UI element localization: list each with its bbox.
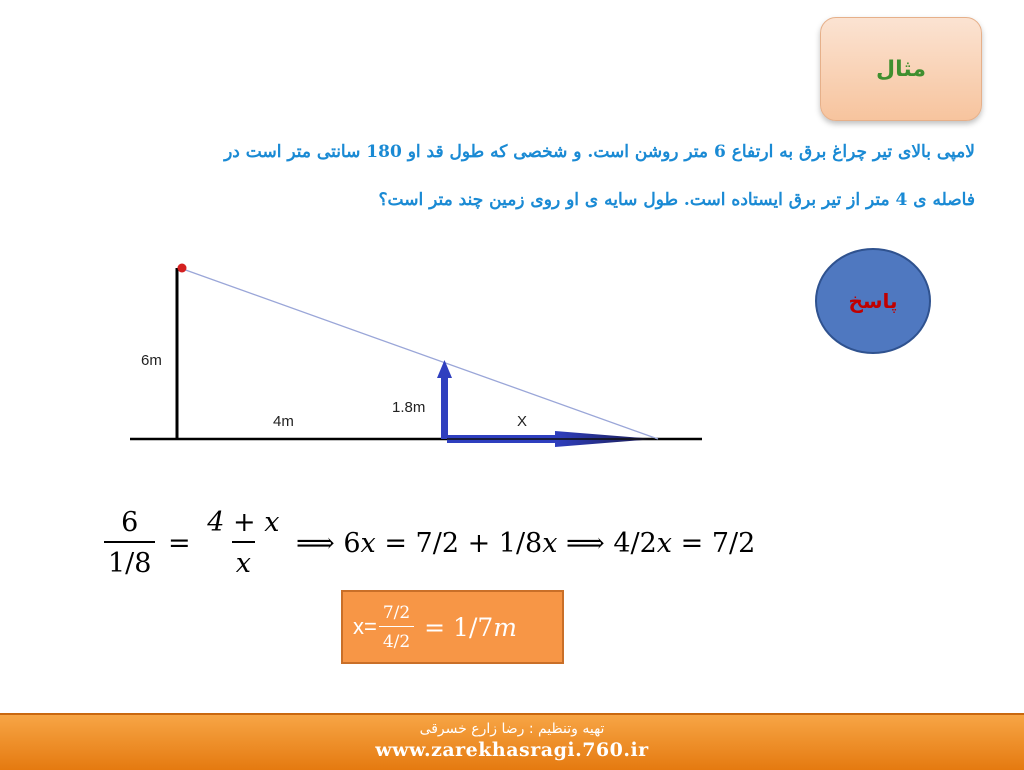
person-arrow — [437, 360, 452, 439]
result-unit: m — [493, 612, 518, 642]
result-fraction — [379, 603, 414, 652]
fraction-2 — [203, 507, 283, 579]
equation-part-c: ⟹ 4/2 — [557, 527, 657, 559]
shadow-arrow — [447, 431, 655, 447]
equation-part-b: = 7/2 + 1/8 — [375, 527, 543, 559]
problem-line-2: فاصله ی 4 متر از تیر برق ایستاده است. طول سایه ی او روی زمین چند متر است؟ — [378, 190, 975, 210]
result-prefix: x= — [353, 614, 377, 639]
lamp-dot — [178, 264, 187, 273]
footer-credit: تهیه وتنظیم : رضا زارع خسرقی — [419, 721, 605, 737]
footer-website-link[interactable]: www.zarekhasragi.760.ir — [375, 739, 649, 761]
variable-x-2: x — [542, 527, 558, 559]
main-equation — [100, 500, 755, 586]
answer-label: پاسخ — [848, 289, 898, 313]
pole-height-label: 6m — [141, 352, 162, 369]
distance-label: 4m — [273, 413, 294, 430]
fraction-1-denominator: 1/8 — [104, 541, 155, 579]
fraction-1-numerator: 6 — [121, 507, 139, 538]
footer-bar — [0, 713, 1024, 770]
fraction-1 — [104, 507, 155, 579]
result-value: = 1/7 — [416, 612, 494, 642]
problem-line-1: لامپی بالای تیر چراغ برق به ارتفاع 6 متر روشن است. و شخصی که طول قد او 180 سانتی متر است در — [224, 142, 975, 162]
result-denominator: 4/2 — [379, 626, 414, 652]
person-height-label: 1.8m — [392, 399, 426, 416]
equals-sign: = — [159, 527, 200, 559]
equation-part-a: ⟹ 6 — [287, 527, 361, 559]
shadow-length-label: X — [517, 413, 528, 430]
fraction-2-numerator: 4 + x — [207, 507, 280, 538]
example-title: مثال — [876, 56, 926, 82]
fraction-2-denominator: x — [232, 541, 255, 579]
equation-part-d: = 7/2 — [672, 527, 756, 559]
result-box — [341, 590, 564, 664]
result-numerator: 7/2 — [382, 602, 411, 623]
variable-x-3: x — [656, 527, 673, 559]
variable-x-1: x — [360, 527, 376, 559]
